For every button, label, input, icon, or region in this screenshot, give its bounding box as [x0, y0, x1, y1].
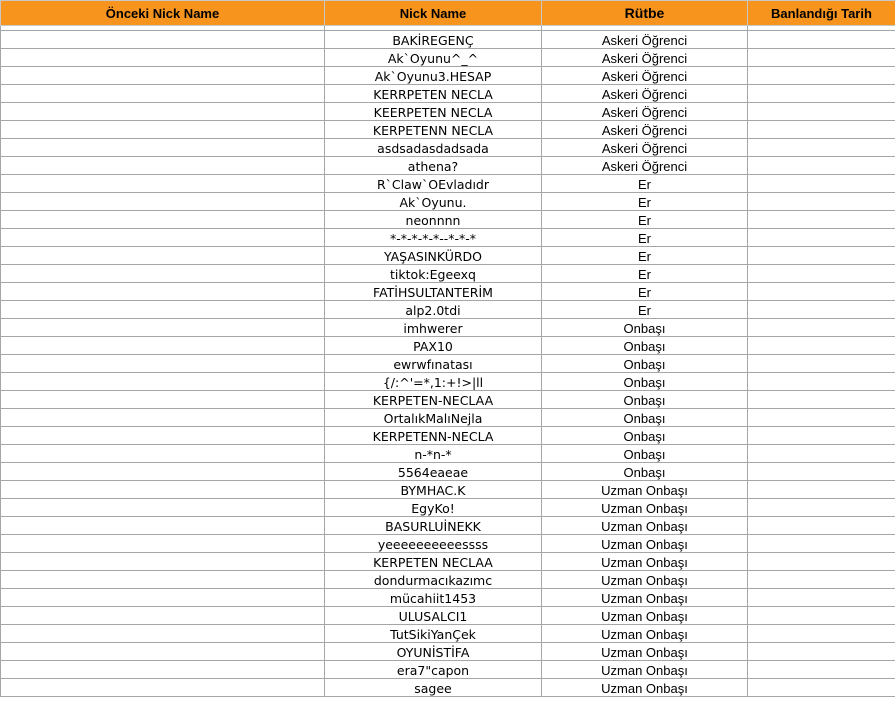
nick-cell[interactable]: neonnnn: [325, 211, 542, 229]
rank-cell[interactable]: Uzman Onbaşı: [542, 535, 748, 553]
nick-cell[interactable]: ULUSALCI1: [325, 607, 542, 625]
ban-date-cell[interactable]: [748, 391, 895, 409]
header-ban-date[interactable]: Banlandığı Tarih: [748, 1, 895, 26]
nick-cell[interactable]: FATİHSULTANTERİM: [325, 283, 542, 301]
previous-nick-cell[interactable]: [1, 85, 325, 103]
previous-nick-cell[interactable]: [1, 625, 325, 643]
rank-cell[interactable]: Onbaşı: [542, 463, 748, 481]
previous-nick-cell[interactable]: [1, 103, 325, 121]
ban-date-cell[interactable]: [748, 301, 895, 319]
rank-cell[interactable]: Askeri Öğrenci: [542, 85, 748, 103]
rank-cell[interactable]: Askeri Öğrenci: [542, 139, 748, 157]
previous-nick-cell[interactable]: [1, 301, 325, 319]
rank-cell[interactable]: Askeri Öğrenci: [542, 103, 748, 121]
header-row: [1, 1, 895, 26]
table-row: [1, 157, 895, 175]
table-row: [1, 499, 895, 517]
rank-cell[interactable]: Uzman Onbaşı: [542, 625, 748, 643]
nick-cell[interactable]: OrtalıkMalıNejla: [325, 409, 542, 427]
ban-date-cell[interactable]: [748, 67, 895, 85]
table-row: [1, 661, 895, 679]
nick-cell[interactable]: 5564eaeae: [325, 463, 542, 481]
nick-cell[interactable]: mücahiit1453: [325, 589, 542, 607]
nick-cell[interactable]: R`Claw`OEvladıdr: [325, 175, 542, 193]
table-row: [1, 589, 895, 607]
rank-cell[interactable]: Er: [542, 301, 748, 319]
rank-cell[interactable]: Uzman Onbaşı: [542, 643, 748, 661]
header-nick[interactable]: Nick Name: [325, 1, 542, 26]
previous-nick-cell[interactable]: [1, 49, 325, 67]
ban-date-cell[interactable]: [748, 409, 895, 427]
ban-date-cell[interactable]: [748, 571, 895, 589]
rank-cell[interactable]: Onbaşı: [542, 391, 748, 409]
rank-cell[interactable]: Uzman Onbaşı: [542, 607, 748, 625]
nick-cell[interactable]: yeeeeeeeeeessss: [325, 535, 542, 553]
previous-nick-cell[interactable]: [1, 31, 325, 49]
table-row: [1, 49, 895, 67]
rank-cell[interactable]: Onbaşı: [542, 409, 748, 427]
rank-cell[interactable]: Onbaşı: [542, 337, 748, 355]
nick-cell[interactable]: Ak`Oyunu.: [325, 193, 542, 211]
ban-date-cell[interactable]: [748, 481, 895, 499]
previous-nick-cell[interactable]: [1, 175, 325, 193]
nick-cell[interactable]: BYMHAC.K: [325, 481, 542, 499]
nick-cell[interactable]: KERPETEN-NECLAA: [325, 391, 542, 409]
previous-nick-cell[interactable]: [1, 499, 325, 517]
table-row: [1, 121, 895, 139]
ban-date-cell[interactable]: [748, 535, 895, 553]
ban-date-cell[interactable]: [748, 661, 895, 679]
previous-nick-cell[interactable]: [1, 193, 325, 211]
nick-cell[interactable]: Ak`Oyunu^_^: [325, 49, 542, 67]
nick-cell[interactable]: athena?: [325, 157, 542, 175]
table-row: [1, 301, 895, 319]
rank-cell[interactable]: Uzman Onbaşı: [542, 679, 748, 697]
previous-nick-cell[interactable]: [1, 373, 325, 391]
ban-date-cell[interactable]: [748, 625, 895, 643]
previous-nick-cell[interactable]: [1, 409, 325, 427]
table-row: [1, 571, 895, 589]
nick-cell[interactable]: *-*-*-*-*--*-*-*: [325, 229, 542, 247]
nick-cell[interactable]: KERPETENN-NECLA: [325, 427, 542, 445]
previous-nick-cell[interactable]: [1, 589, 325, 607]
table-row: [1, 85, 895, 103]
rank-cell[interactable]: Askeri Öğrenci: [542, 121, 748, 139]
nick-cell[interactable]: era7"capon: [325, 661, 542, 679]
table-row: [1, 31, 895, 49]
ban-date-cell[interactable]: [748, 85, 895, 103]
rank-cell[interactable]: Er: [542, 283, 748, 301]
previous-nick-cell[interactable]: [1, 553, 325, 571]
nick-cell[interactable]: sagee: [325, 679, 542, 697]
nick-cell[interactable]: KEERPETEN NECLA: [325, 103, 542, 121]
table-row: [1, 391, 895, 409]
ban-date-cell[interactable]: [748, 463, 895, 481]
previous-nick-cell[interactable]: [1, 229, 325, 247]
ban-date-cell[interactable]: [748, 427, 895, 445]
ban-date-cell[interactable]: [748, 229, 895, 247]
nick-cell[interactable]: alp2.0tdi: [325, 301, 542, 319]
previous-nick-cell[interactable]: [1, 517, 325, 535]
previous-nick-cell[interactable]: [1, 661, 325, 679]
ban-date-cell[interactable]: [748, 445, 895, 463]
previous-nick-cell[interactable]: [1, 607, 325, 625]
nick-cell[interactable]: asdsadasdadsada: [325, 139, 542, 157]
previous-nick-cell[interactable]: [1, 355, 325, 373]
rank-cell[interactable]: Er: [542, 211, 748, 229]
ban-date-cell[interactable]: [748, 103, 895, 121]
table-row: [1, 319, 895, 337]
ban-date-cell[interactable]: [748, 139, 895, 157]
nick-cell[interactable]: KERRPETEN NECLA: [325, 85, 542, 103]
ban-date-cell[interactable]: [748, 607, 895, 625]
table-row: [1, 355, 895, 373]
rank-cell[interactable]: Onbaşı: [542, 373, 748, 391]
nick-cell[interactable]: PAX10: [325, 337, 542, 355]
rank-cell[interactable]: Onbaşı: [542, 319, 748, 337]
ban-date-cell[interactable]: [748, 643, 895, 661]
table-row: [1, 553, 895, 571]
previous-nick-cell[interactable]: [1, 319, 325, 337]
ban-date-cell[interactable]: [748, 193, 895, 211]
rank-cell[interactable]: Onbaşı: [542, 355, 748, 373]
table-row: [1, 175, 895, 193]
previous-nick-cell[interactable]: [1, 391, 325, 409]
previous-nick-cell[interactable]: [1, 121, 325, 139]
table-row: [1, 463, 895, 481]
rank-cell[interactable]: Askeri Öğrenci: [542, 67, 748, 85]
rank-cell[interactable]: Uzman Onbaşı: [542, 517, 748, 535]
table-row: [1, 67, 895, 85]
nick-cell[interactable]: OYUNİSTİFA: [325, 643, 542, 661]
nick-cell[interactable]: TutSikiYanÇek: [325, 625, 542, 643]
nick-cell[interactable]: YAŞASINKÜRDO: [325, 247, 542, 265]
rank-cell[interactable]: Onbaşı: [542, 427, 748, 445]
table-row: [1, 229, 895, 247]
ban-date-cell[interactable]: [748, 589, 895, 607]
rank-cell[interactable]: Askeri Öğrenci: [542, 157, 748, 175]
rank-cell[interactable]: Er: [542, 229, 748, 247]
table-row: [1, 211, 895, 229]
rank-cell[interactable]: Uzman Onbaşı: [542, 589, 748, 607]
nick-cell[interactable]: BASURLUİNEKK: [325, 517, 542, 535]
table-row: [1, 139, 895, 157]
previous-nick-cell[interactable]: [1, 571, 325, 589]
previous-nick-cell[interactable]: [1, 157, 325, 175]
ban-date-cell[interactable]: [748, 337, 895, 355]
rank-cell[interactable]: Onbaşı: [542, 445, 748, 463]
previous-nick-cell[interactable]: [1, 679, 325, 697]
table-row: [1, 625, 895, 643]
previous-nick-cell[interactable]: [1, 283, 325, 301]
table-row: [1, 337, 895, 355]
table-row: [1, 535, 895, 553]
table-row: [1, 247, 895, 265]
rank-cell[interactable]: Uzman Onbaşı: [542, 553, 748, 571]
ban-date-cell[interactable]: [748, 31, 895, 49]
rank-cell[interactable]: Askeri Öğrenci: [542, 49, 748, 67]
nick-cell[interactable]: KERPETENN NECLA: [325, 121, 542, 139]
table-row: [1, 265, 895, 283]
ban-date-cell[interactable]: [748, 355, 895, 373]
nick-cell[interactable]: n-*n-*: [325, 445, 542, 463]
table-row: [1, 373, 895, 391]
table-row: [1, 193, 895, 211]
previous-nick-cell[interactable]: [1, 337, 325, 355]
rank-cell[interactable]: Er: [542, 265, 748, 283]
nick-cell[interactable]: imhwerer: [325, 319, 542, 337]
rank-cell[interactable]: Uzman Onbaşı: [542, 499, 748, 517]
previous-nick-cell[interactable]: [1, 427, 325, 445]
table-row: [1, 409, 895, 427]
previous-nick-cell[interactable]: [1, 481, 325, 499]
table-row: [1, 643, 895, 661]
previous-nick-cell[interactable]: [1, 265, 325, 283]
previous-nick-cell[interactable]: [1, 139, 325, 157]
nick-cell[interactable]: Ak`Oyunu3.HESAP: [325, 67, 542, 85]
nick-cell[interactable]: KERPETEN NECLAA: [325, 553, 542, 571]
ban-date-cell[interactable]: [748, 49, 895, 67]
ban-date-cell[interactable]: [748, 319, 895, 337]
previous-nick-cell[interactable]: [1, 643, 325, 661]
previous-nick-cell[interactable]: [1, 67, 325, 85]
table-row: [1, 445, 895, 463]
rank-cell[interactable]: Er: [542, 193, 748, 211]
rank-cell[interactable]: Er: [542, 175, 748, 193]
rank-cell[interactable]: Uzman Onbaşı: [542, 571, 748, 589]
table-row: [1, 481, 895, 499]
rank-cell[interactable]: Uzman Onbaşı: [542, 481, 748, 499]
rank-cell[interactable]: Er: [542, 247, 748, 265]
header-rank[interactable]: Rütbe: [542, 1, 748, 26]
table-row: [1, 607, 895, 625]
table-row: [1, 103, 895, 121]
ban-date-cell[interactable]: [748, 679, 895, 697]
previous-nick-cell[interactable]: [1, 247, 325, 265]
nick-cell[interactable]: {/:^'=*,1:+!>|ll: [325, 373, 542, 391]
rank-cell[interactable]: Uzman Onbaşı: [542, 661, 748, 679]
header-previous-nick[interactable]: Önceki Nick Name: [1, 1, 325, 26]
ban-date-cell[interactable]: [748, 499, 895, 517]
ban-date-cell[interactable]: [748, 517, 895, 535]
nick-cell[interactable]: ewrwfınatası: [325, 355, 542, 373]
ban-date-cell[interactable]: [748, 283, 895, 301]
ban-date-cell[interactable]: [748, 265, 895, 283]
ban-date-cell[interactable]: [748, 157, 895, 175]
ban-date-cell[interactable]: [748, 211, 895, 229]
ban-date-cell[interactable]: [748, 121, 895, 139]
table-row: [1, 427, 895, 445]
nick-cell[interactable]: dondurmacıkazımc: [325, 571, 542, 589]
nick-cell[interactable]: EgyKo!: [325, 499, 542, 517]
previous-nick-cell[interactable]: [1, 445, 325, 463]
ban-date-cell[interactable]: [748, 553, 895, 571]
ban-date-cell[interactable]: [748, 373, 895, 391]
table-row: [1, 679, 895, 697]
previous-nick-cell[interactable]: [1, 211, 325, 229]
table-row: [1, 283, 895, 301]
rank-cell[interactable]: Askeri Öğrenci: [542, 31, 748, 49]
ban-date-cell[interactable]: [748, 247, 895, 265]
previous-nick-cell[interactable]: [1, 463, 325, 481]
previous-nick-cell[interactable]: [1, 535, 325, 553]
ban-date-cell[interactable]: [748, 175, 895, 193]
nick-cell[interactable]: tiktok:Egeexq: [325, 265, 542, 283]
nick-cell[interactable]: BAKİREGENÇ: [325, 31, 542, 49]
table-row: [1, 517, 895, 535]
